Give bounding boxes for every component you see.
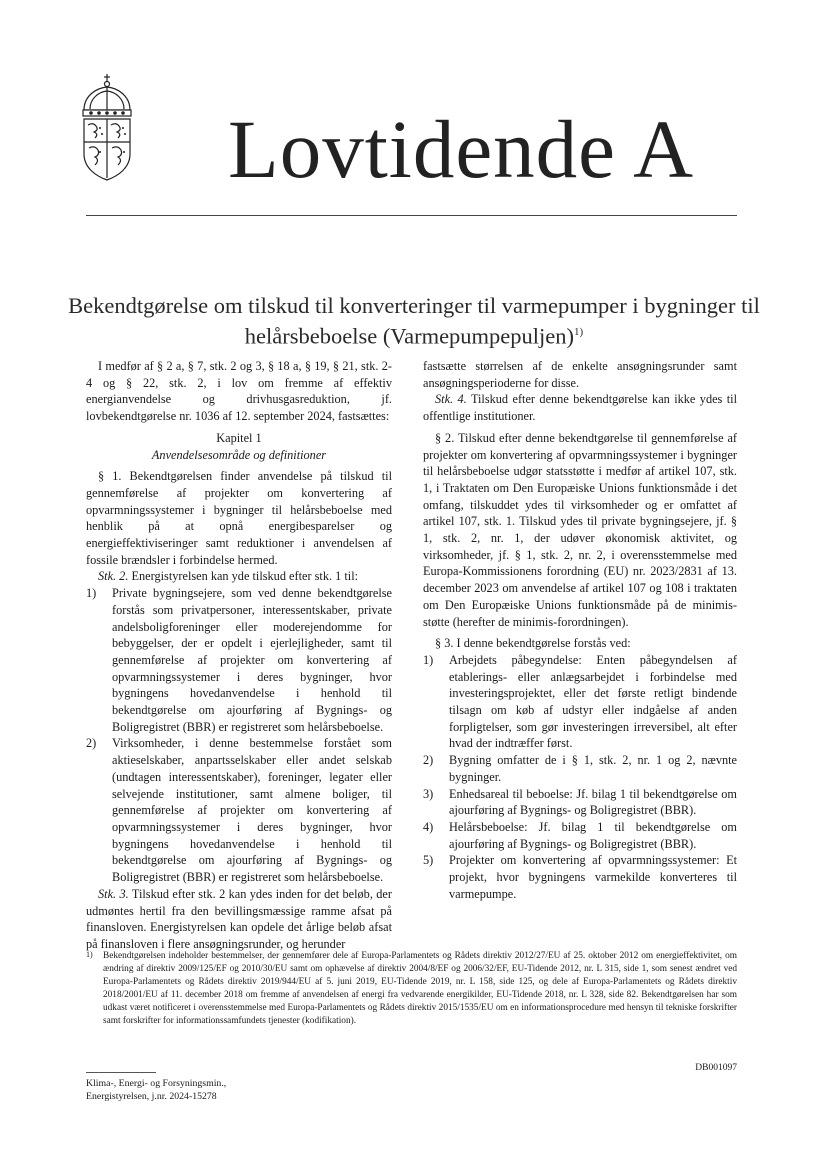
paragraph-3: § 3. I denne bekendtgørelse forstås ved: (435, 636, 631, 651)
document-title-line-1: Bekendtgørelse om tilskud til konverteringer til varmepumper i bygninger til (68, 293, 760, 318)
definition-text: Arbejdets påbegyndelse: Enten påbegyndelsen af etablerings- eller anlægsarbejdet i forbindelse med investeringsprojektet, eller det første retligt bindende tilsagn om køb af udstyr eller indgåelse af anden forpligtelser, som gør investeringen irreversibel, alt efter hvad der indtræffer først. (449, 652, 737, 751)
definition-number: 1) (423, 652, 434, 667)
list-item-text: Private bygningsejere, som ved denne bekendtgørelse forstås som privatpersoner, interessentskaber, private andelsboligforeninger eller moderejendomme for bebyggelser, der er opdelt i ejerlejligheder, samt til gennemførelse af projekter om konvertering af opvarmningssystemer i deres bygninger, hvor bygningens hovedanvendelse i henhold til bekendtgørelse om ajourføring af Bygnings- og Boligregistret (BBR) er registreret som helårsbeboelse. (112, 586, 392, 734)
paragraph-2: § 2. Tilskud efter denne bekendtgørelse til gennemførelse af projekter om konvertering af opvarmningssystemer i bygninger til helårsbeboelse udgør statsstøtte i medfør af artikel 107, stk. 1, i Traktaten om Den Europæiske Unions funktionsmåde i det omfang, tilskuddet ydes til virksomheder og er omfattet af artikel 107, stk. 1. Tilskud ydes til private bygningsejere, jf. § 1, stk. 2, nr. 1, der udøver økonomisk aktivitet, og virksomheder, jf. § 1, stk. 2, nr. 2, i overensstemmelse med Europa-Kommissionens forordning (EU) nr. 2023/2831 af 13. december 2023 om anvendelse af artikel 107 og 108 i traktaten om Den Europæiske Unions funktionsmåde på de minimis-støtte (herefter de minimis-forordningen). (423, 430, 737, 629)
right-column (423, 358, 737, 903)
footnote-reference[interactable]: 1) (574, 326, 584, 338)
list-item-number: 2) (86, 736, 97, 751)
footnote-text: Bekendtgørelsen indeholder bestemmelser, der gennemfører dele af Europa-Parlamentets og Rådets direktiv 2012/27/EU af 25. oktober 2012 om energieffektivitet, om ændring af direktiv 2009/125/EF og 2010/30/EU samt om ophævelse af direktiv 2004/8/EF og 2006/32/EF, EU-Tidende 2012, nr. L 315, side 1, som senest ændret ved Europa-Parlamentets og Rådets direktiv 2019/944/EU af 5. juni 2019, EU-Tidende 2019, nr. L 158, side 125, og dele af Europa-Parlamentets og Rådets direktiv 2018/2001/EU af 11. december 2018 om fremme af anvendelsen af energi fra vedvarende energikilder, EU-Tidende 2018, nr. L 328, side 82. Bekendtgørelsen har som udkast været notificeret i overensstemmelse med Europa-Parlamentets og Rådets direktiv 2015/1535/EU om en informationsprocedure med hensyn til tekniske forskrifter samt forskrifter for informationssamfundets tjenester (kodifikation). (103, 951, 737, 1027)
document-id: DB001097 (695, 1063, 737, 1073)
definition-number: 3) (423, 786, 434, 801)
definition-text: Projekter om konvertering af opvarmningssystemer: Et projekt, hvor bygningens varmekilde konverteres til varmepumpe. (449, 853, 737, 901)
intro-paragraph: I medfør af § 2 a, § 7, stk. 2 og 3, § 18 a, § 19, § 21, stk. 2-4 og § 22, stk. 2, i lov om fremme af effektiv energianvendelse og drivhusgasreduktion, jf. lovbekendtgørelse nr. 1036 af 12. september 2024, fastsættes: (86, 359, 392, 424)
royal-coat-of-arms-icon (78, 72, 136, 184)
definition-item (423, 852, 737, 902)
paragraph-1: § 1. Bekendtgørelsen finder anvendelse på tilskud til gennemførelse af projekter om konvertering af opvarmningssystemer i bygninger til helårsbeboelse med henblik på at opnå energibesparelser og energieffektiviseringer samt reduktioner i anvendelsen af fossile brændsler i forbindelse hermed. (86, 469, 392, 567)
definition-item (423, 786, 737, 819)
definition-text: Bygning omfatter de i § 1, stk. 2, nr. 1 og 2, nævnte bygninger. (449, 753, 737, 784)
definition-number: 5) (423, 853, 434, 868)
definition-text: Enhedsareal til beboelse: Jf. bilag 1 til bekendtgørelse om ajourføring af Bygnings- og Boligregistret (BBR). (449, 786, 737, 818)
definition-text: Helårsbeboelse: Jf. bilag 1 til bekendtgørelse om ajourføring af Bygnings- og Boligregistret (BBR). (449, 819, 737, 851)
definition-item (423, 819, 737, 852)
document-title (60, 293, 768, 350)
stk-3-label: Stk. 3. (98, 886, 129, 901)
stk-2-text: Energistyrelsen kan yde tilskud efter stk. 1 til: (131, 569, 359, 584)
list-item-text: Virksomheder, i denne bestemmelse forstået som aktieselskaber, anpartsselskaber eller andet selskab (undtagen interessentskaber), foreninger, legater eller selvejende institutioner, samt almene boliger, til gennemførelse af projekter om konvertering af opvarmningssystemer i deres bygninger, hvor bygningens hovedanvendelse i henhold til bekendtgørelse om ajourføring af Bygnings- og Boligregistret (BBR) er registreret som helårsbeboelse. (112, 736, 392, 885)
masthead-title: Lovtidende A (228, 103, 695, 195)
chapter-label: Kapitel 1 (216, 430, 262, 445)
masthead-divider (86, 215, 737, 216)
stk-2 (86, 568, 392, 585)
stk-2-label: Stk. 2. (98, 569, 129, 584)
ministry-info (86, 1077, 226, 1103)
stk-3 (86, 886, 392, 953)
definition-item (423, 652, 737, 752)
chapter-heading: Anvendelsesområde og definitioner (151, 447, 327, 462)
footer-divider (86, 1072, 156, 1073)
footnote-mark: 1) (86, 950, 93, 959)
definition-item (423, 752, 737, 785)
stk-4-label: Stk. 4. (435, 392, 467, 407)
stk-3-text: Tilskud efter stk. 2 kan ydes inden for det beløb, der udmøntes hertil fra den bevillingsmæssige ramme afsat på finansloven. Energistyrelsen kan opdele det årlige beløb afsat på finansloven i flere ansøgningsrunder, og herunder (86, 886, 392, 951)
document-title-line-2: helårsbeboelse (Varmepumpepuljen) (244, 323, 575, 349)
definition-number: 2) (423, 753, 434, 768)
stk-4 (423, 391, 737, 424)
list-item-number: 1) (86, 586, 97, 601)
definition-number: 4) (423, 819, 434, 834)
ministry-line-1: Klima-, Energi- og Forsyningsmin., (86, 1078, 227, 1089)
list-item (86, 735, 392, 885)
continued-paragraph: fastsætte størrelsen af de enkelte ansøgningsrunder samt ansøgningsperioderne for disse. (423, 359, 737, 390)
list-item (86, 585, 392, 735)
left-column (86, 358, 392, 953)
stk-4-text: Tilskud efter denne bekendtgørelse kan ikke ydes til offentlige institutioner. (423, 392, 737, 424)
ministry-line-2: Energistyrelsen, j.nr. 2024-15278 (86, 1091, 217, 1102)
